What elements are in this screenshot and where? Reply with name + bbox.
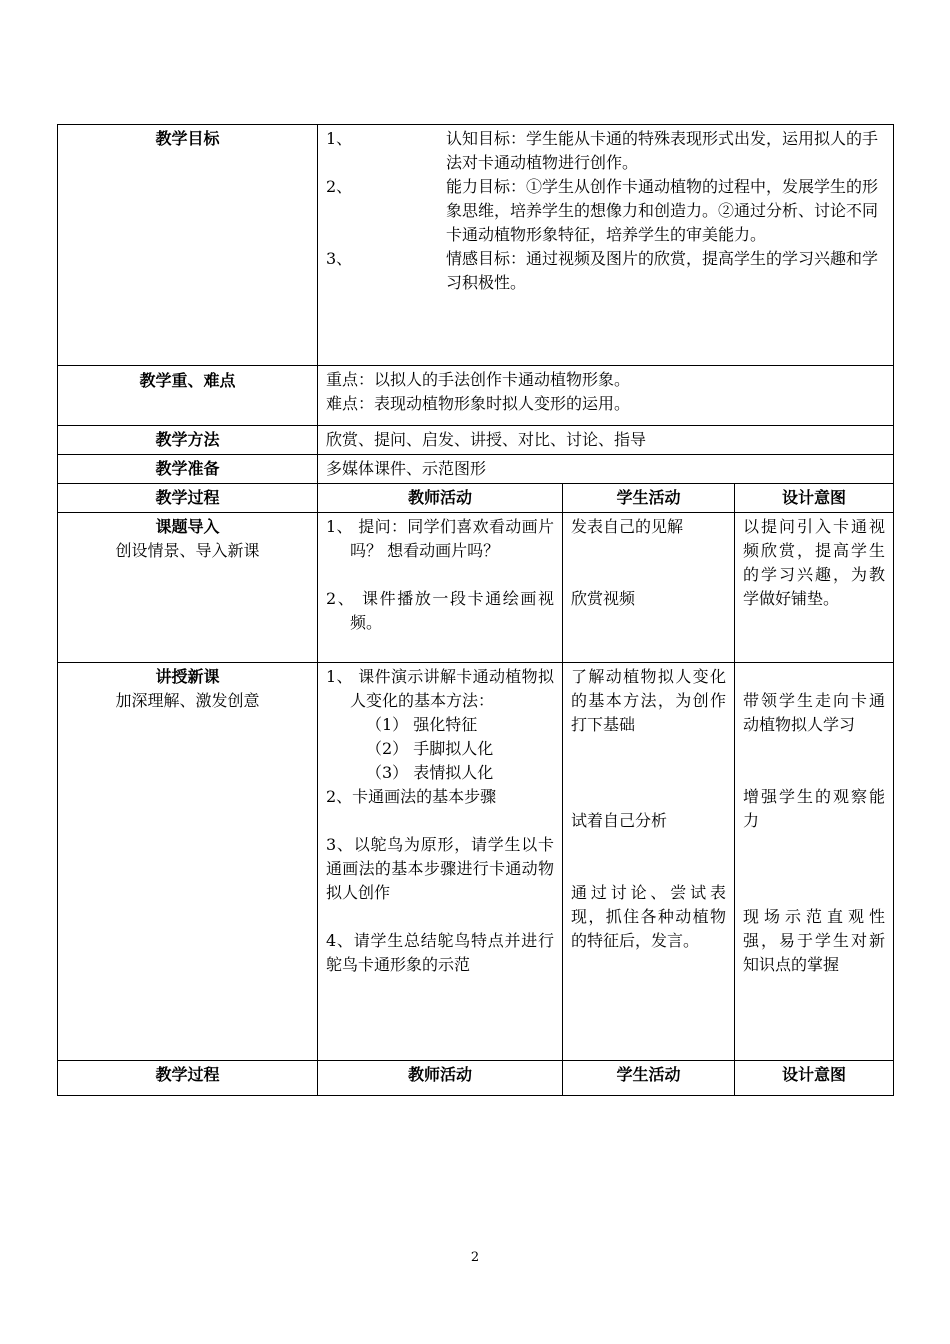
goal-text: 能力目标：①学生从创作卡通动植物的过程中，发展学生的形象思维，培养学生的想像力和创造力。②通过分析、讨论不同卡通动植物形象特征，培养学生的审美能力。 bbox=[446, 177, 879, 244]
goals-label: 教学目标 bbox=[58, 125, 318, 366]
footer-header-row bbox=[58, 1061, 894, 1096]
lecture-student bbox=[563, 663, 735, 1061]
lecture-design bbox=[735, 663, 894, 1061]
keypoint-main: 重点：以拟人的手法创作卡通动植物形象。 bbox=[326, 370, 631, 389]
goal-num: 3、 bbox=[326, 249, 353, 268]
lecture-student-1: 了解动植物拟人变化的基本方法，为创作打下基础 bbox=[571, 667, 726, 734]
intro-teacher-step-2: 2、 课件播放一段卡通绘画视频。 bbox=[326, 589, 554, 632]
method-label: 教学方法 bbox=[58, 426, 318, 455]
lecture-teacher-step-2: 2、卡通画法的基本步骤 bbox=[326, 787, 497, 806]
intro-design: 以提问引入卡通视频欣赏，提高学生的学习兴趣，为教学做好铺垫。 bbox=[735, 513, 894, 663]
lecture-title: 讲授新课 bbox=[155, 667, 220, 686]
lecture-teacher-step-3: 3、以鸵鸟为原形，请学生以卡通画法的基本步骤进行卡通动物拟人创作 bbox=[326, 835, 554, 902]
goals-cell bbox=[318, 125, 894, 366]
method-text: 欣赏、提问、启发、讲授、对比、讨论、指导 bbox=[318, 426, 894, 455]
lecture-design-1: 带领学生走向卡通动植物拟人学习 bbox=[743, 691, 886, 734]
footer-header-process: 教学过程 bbox=[58, 1061, 318, 1096]
intro-teacher-step-1: 1、 提问：同学们喜欢看动画片吗？ 想看动画片吗？ bbox=[326, 517, 554, 560]
lecture-teacher-step-4: 4、请学生总结鸵鸟特点并进行鸵鸟卡通形象的示范 bbox=[326, 931, 554, 974]
footer-header-student: 学生活动 bbox=[563, 1061, 735, 1096]
intro-label bbox=[58, 513, 318, 663]
lecture-row bbox=[58, 663, 894, 1061]
header-process: 教学过程 bbox=[58, 484, 318, 513]
goal-text: 认知目标：学生能从卡通的特殊表现形式出发，运用拟人的手法对卡通动植物进行创作。 bbox=[446, 129, 879, 172]
footer-header-teacher: 教师活动 bbox=[318, 1061, 563, 1096]
intro-row bbox=[58, 513, 894, 663]
header-student: 学生活动 bbox=[563, 484, 735, 513]
lecture-label bbox=[58, 663, 318, 1061]
intro-title: 课题导入 bbox=[155, 517, 220, 536]
goals-row bbox=[58, 125, 894, 366]
header-teacher: 教师活动 bbox=[318, 484, 563, 513]
goal-item-3 bbox=[326, 247, 885, 295]
intro-student-2: 欣赏视频 bbox=[571, 589, 636, 608]
prep-text: 多媒体课件、示范图形 bbox=[318, 455, 894, 484]
process-header-row bbox=[58, 484, 894, 513]
lecture-design-3: 现场示范直观性强，易于学生对新知识点的掌握 bbox=[743, 907, 886, 974]
goal-item-1 bbox=[326, 127, 885, 175]
keypoints-row bbox=[58, 366, 894, 426]
keypoints-cell bbox=[318, 366, 894, 426]
header-design: 设计意图 bbox=[735, 484, 894, 513]
lecture-design-2: 增强学生的观察能力 bbox=[743, 787, 886, 830]
keypoint-difficulty: 难点：表现动植物形象时拟人变形的运用。 bbox=[326, 394, 631, 413]
lecture-method-3: （3） 表情拟人化 bbox=[366, 763, 494, 782]
intro-student-1: 发表自己的见解 bbox=[571, 517, 684, 536]
footer-header-design: 设计意图 bbox=[735, 1061, 894, 1096]
goal-num: 2、 bbox=[326, 177, 353, 196]
goal-num: 1、 bbox=[326, 129, 353, 148]
goal-item-2 bbox=[326, 175, 885, 247]
method-row bbox=[58, 426, 894, 455]
lecture-method-1: （1） 强化特征 bbox=[366, 715, 478, 734]
lecture-teacher bbox=[318, 663, 563, 1061]
lecture-teacher-step-1: 1、 课件演示讲解卡通动植物拟人变化的基本方法： bbox=[326, 667, 554, 710]
prep-label: 教学准备 bbox=[58, 455, 318, 484]
lecture-subtitle: 加深理解、激发创意 bbox=[115, 691, 260, 710]
lecture-method-2: （2） 手脚拟人化 bbox=[366, 739, 494, 758]
goal-text: 情感目标：通过视频及图片的欣赏，提高学生的学习兴趣和学习积极性。 bbox=[446, 249, 879, 292]
lecture-student-2: 试着自己分析 bbox=[571, 811, 668, 830]
prep-row bbox=[58, 455, 894, 484]
intro-student bbox=[563, 513, 735, 663]
intro-subtitle: 创设情景、导入新课 bbox=[115, 541, 260, 560]
lecture-student-3: 通过讨论、尝试表现，抓住各种动植物的特征后，发言。 bbox=[571, 883, 726, 950]
page-number: 2 bbox=[470, 1250, 480, 1265]
lesson-plan-table bbox=[57, 124, 894, 1096]
keypoints-label: 教学重、难点 bbox=[58, 366, 318, 426]
intro-teacher bbox=[318, 513, 563, 663]
